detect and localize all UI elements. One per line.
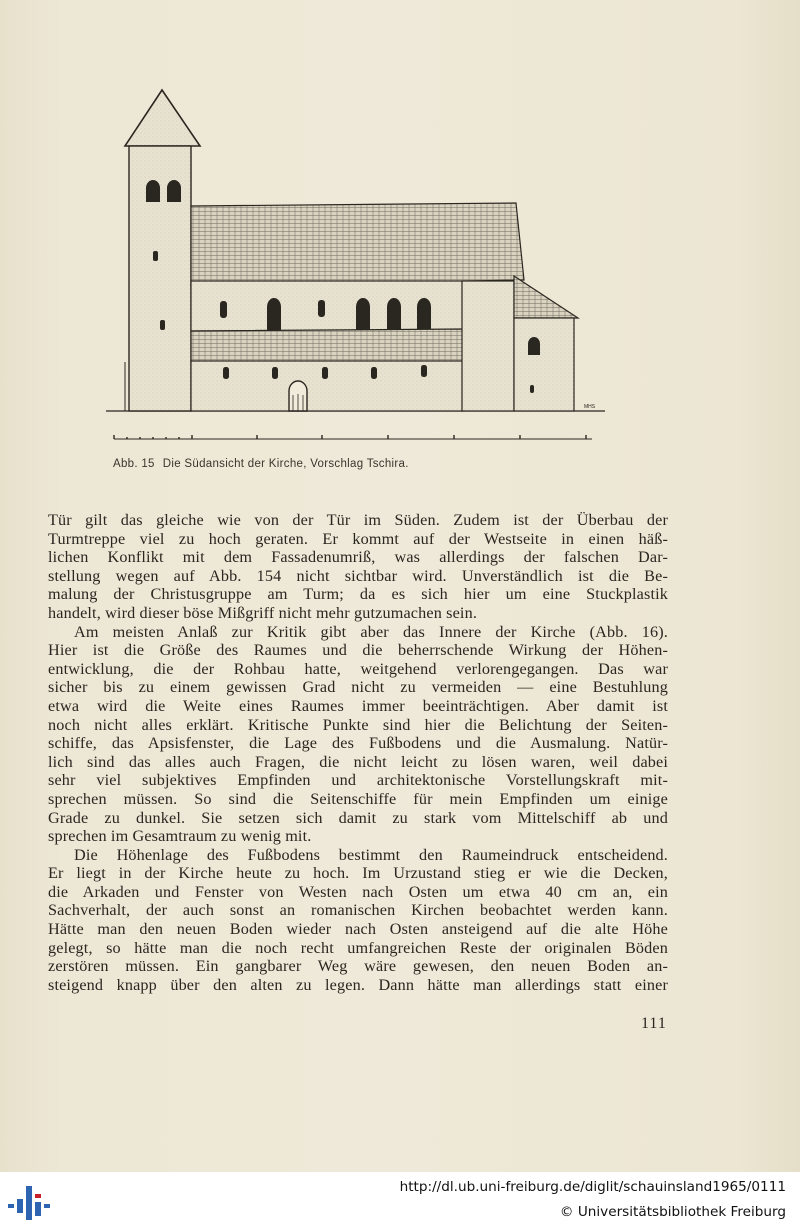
footer-bar: [0, 1172, 800, 1228]
text-line: sprechen im Gesamtraum zu wenig mit.: [48, 827, 312, 846]
church-south-elevation-drawing: [100, 80, 620, 450]
body-text: [48, 511, 668, 994]
library-logo-icon: [6, 1182, 52, 1222]
text-line: noch nicht alles erklärt. Kritische Punkte sind hier die Belichtung der Seiten-: [48, 715, 668, 734]
text-line: sicher bis zu einem gewissen Grad nicht zu vermeiden — eine Bestuhlung: [48, 678, 668, 697]
text-line: malung der Christusgruppe am Turm; da es sich hier um eine Stuckplastik: [48, 585, 668, 604]
text-line: entwicklung, die der Rohbau hatte, weitgehend verlorengegangen. Das war: [48, 659, 668, 678]
copyright-notice: © Universitätsbibliothek Freiburg: [559, 1204, 786, 1220]
text-line: handelt, wird dieser böse Mißgriff nicht mehr gutzumachen sein.: [48, 603, 478, 622]
text-line: stellung wegen auf Abb. 154 nicht sichtbar wird. Unverständlich ist die Be-: [48, 566, 668, 585]
caption-text: Die Südansicht der Kirche, Vorschlag Tschira.: [162, 458, 409, 470]
text-line: die Arkaden und Fenster von Westen nach Osten um etwa 40 cm an, ein: [48, 882, 668, 901]
text-line: schiffe, das Apsisfenster, die Lage des Fußbodens und die Ausmalung. Natür-: [48, 734, 668, 753]
text-line: Hätte man den neuen Boden wieder nach Osten ansteigend auf die alte Höhe: [48, 920, 668, 939]
source-url-link[interactable]: http://dl.ub.uni-freiburg.de/diglit/schauinsland1965/0111: [399, 1179, 786, 1195]
text-line: Turmtreppe viel zu hoch geraten. Er kommt auf der Westseite in einen häß-: [48, 529, 668, 548]
page-number: 111: [641, 1015, 667, 1032]
text-line: steigend knapp über den alten zu legen. Dann hätte man allerdings statt einer: [48, 975, 668, 994]
text-line: sprechen müssen. So sind die Seitenschiffe für mein Empfinden um einige: [48, 789, 668, 808]
figure-caption: [113, 458, 409, 470]
text-line: lichen Konflikt mit dem Fassadenumriß, was allerdings der falschen Dar-: [48, 548, 668, 567]
text-line: zerstören müssen. Ein gangbarer Weg wäre gewesen, den neuen Boden an-: [48, 957, 668, 976]
text-line: Hier ist die Größe des Raumes und die beherrschende Wirkung der Höhen-: [48, 641, 668, 660]
text-line: Grade zu dunkel. Sie setzen sich damit zu stark vom Mittelschiff ab und: [48, 808, 668, 827]
church-drawing-figure: [100, 80, 620, 450]
text-line: Am meisten Anlaß zur Kritik gibt aber das Innere der Kirche (Abb. 16).: [74, 622, 668, 641]
caption-number: Abb. 15: [113, 458, 155, 470]
text-line: Sachverhalt, der auch sonst an romanischen Kirchen beobachtet werden kann.: [48, 901, 668, 920]
text-line: gelegt, so hätte man die noch recht umfangreichen Reste der originalen Böden: [48, 938, 668, 957]
text-line: Er liegt in der Kirche heute zu hoch. Im Urzustand stieg er wie die Decken,: [48, 864, 668, 883]
text-line: Tür gilt das gleiche wie von der Tür im Süden. Zudem ist der Überbau der: [48, 511, 668, 529]
text-line: sehr viel subjektives Empfinden und architektonische Vorstellungskraft mit-: [48, 771, 668, 790]
text-line: etwa wird die Weite eines Raumes immer beeinträchtigen. Aber damit ist: [48, 696, 668, 715]
drawing-mark: MHS: [584, 404, 596, 410]
text-line: Die Höhenlage des Fußbodens bestimmt den Raumeindruck entscheidend.: [74, 845, 668, 864]
text-line: lich sind das alles auch Fragen, die nicht leicht zu lösen waren, weil dabei: [48, 752, 668, 771]
